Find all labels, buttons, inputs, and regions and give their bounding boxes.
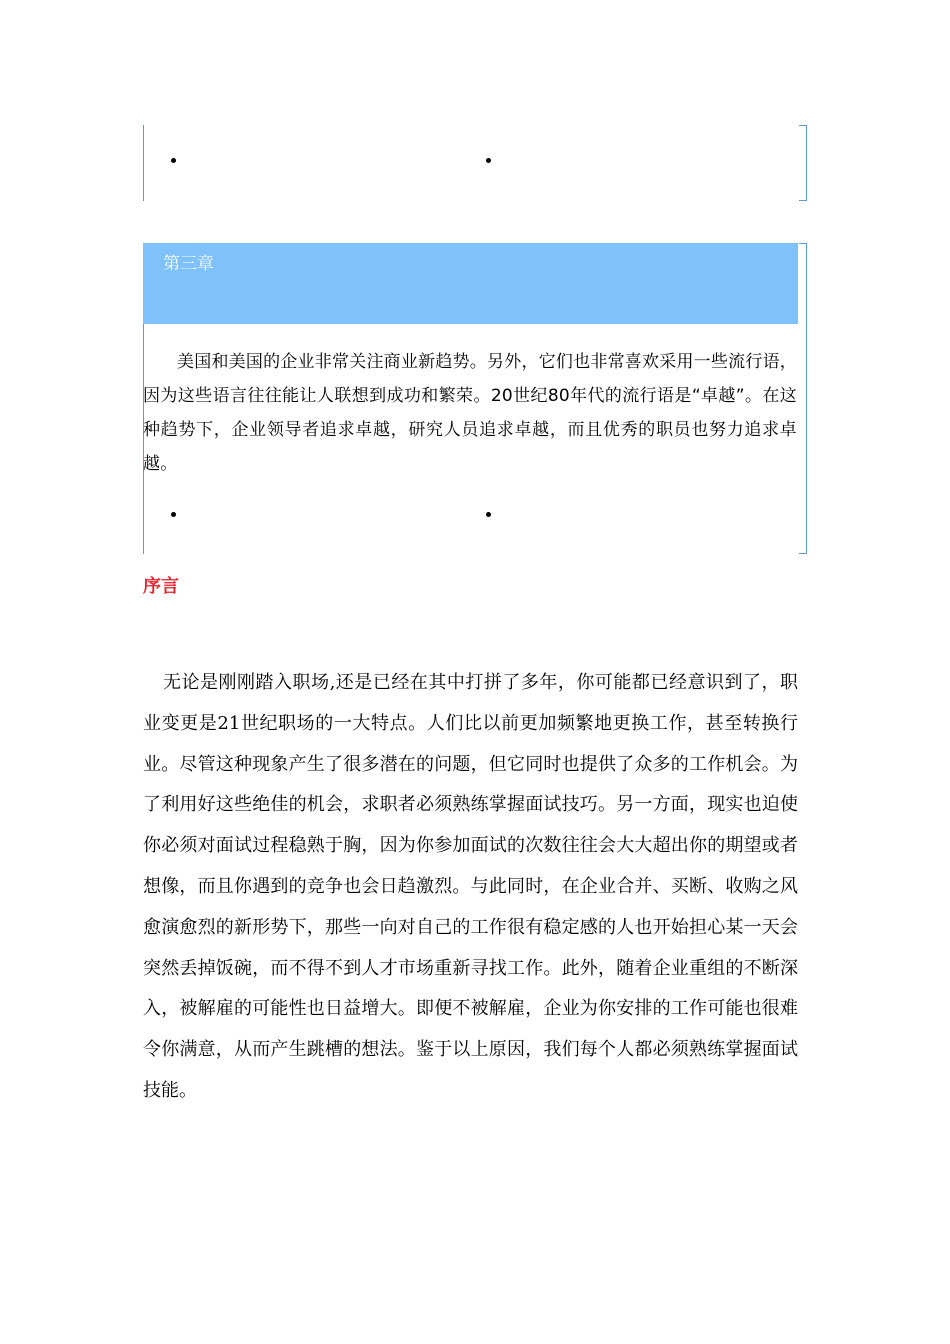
frame-right-edge	[806, 243, 807, 554]
frame-right-edge	[806, 125, 807, 201]
bullet	[171, 158, 176, 163]
top-frame	[143, 125, 807, 201]
bullet	[486, 158, 491, 163]
preface-title: 序言	[143, 576, 179, 597]
preface-paragraph: 无论是刚刚踏入职场,还是已经在其中打拼了多年，你可能都已经意识到了，职业变更是21世纪职场的一大特点。人们比以前更加频繁地更换工作，甚至转换行业。尽管这种现象产生了很多潜在的问题，但它同时也提供了众多的工作机会。为了利用好这些绝佳的机会，求职者必须熟练掌握面试技巧。另一方面，现实也迫使你必须对面试过程稳熟于胸，因为你参加面试的次数往往会大大超出你的期望或者想像，而且你遇到的竞争也会日趋激烈。与此同时，在企业合并、买断、收购之风愈演愈烈的新形势下，那些一向对自己的工作很有稳定感的人也开始担心某一天会突然丢掉饭碗，而不得不到人才市场重新寻找工作。此外，随着企业重组的不断深入，被解雇的可能性也日益增大。即便不被解雇，企业为你安排的工作可能也很难令你满意，从而产生跳槽的想法。鉴于以上原因，我们每个人都必须熟练掌握面试技能。	[143, 672, 798, 1101]
bullet	[486, 512, 491, 517]
bullet	[171, 512, 176, 517]
chapter-header-bar	[143, 243, 798, 324]
chapter-paragraph: 美国和美国的企业非常关注商业新趋势。另外，它们也非常喜欢采用一些流行语，因为这些语言往往能让人联想到成功和繁荣。20世纪80年代的流行语是“卓越”。在这种趋势下，企业领导者追求卓越，研究人员追求卓越，而且优秀的职员也努力追求卓越。	[143, 352, 797, 474]
chapter-title: 第三章	[163, 254, 214, 274]
